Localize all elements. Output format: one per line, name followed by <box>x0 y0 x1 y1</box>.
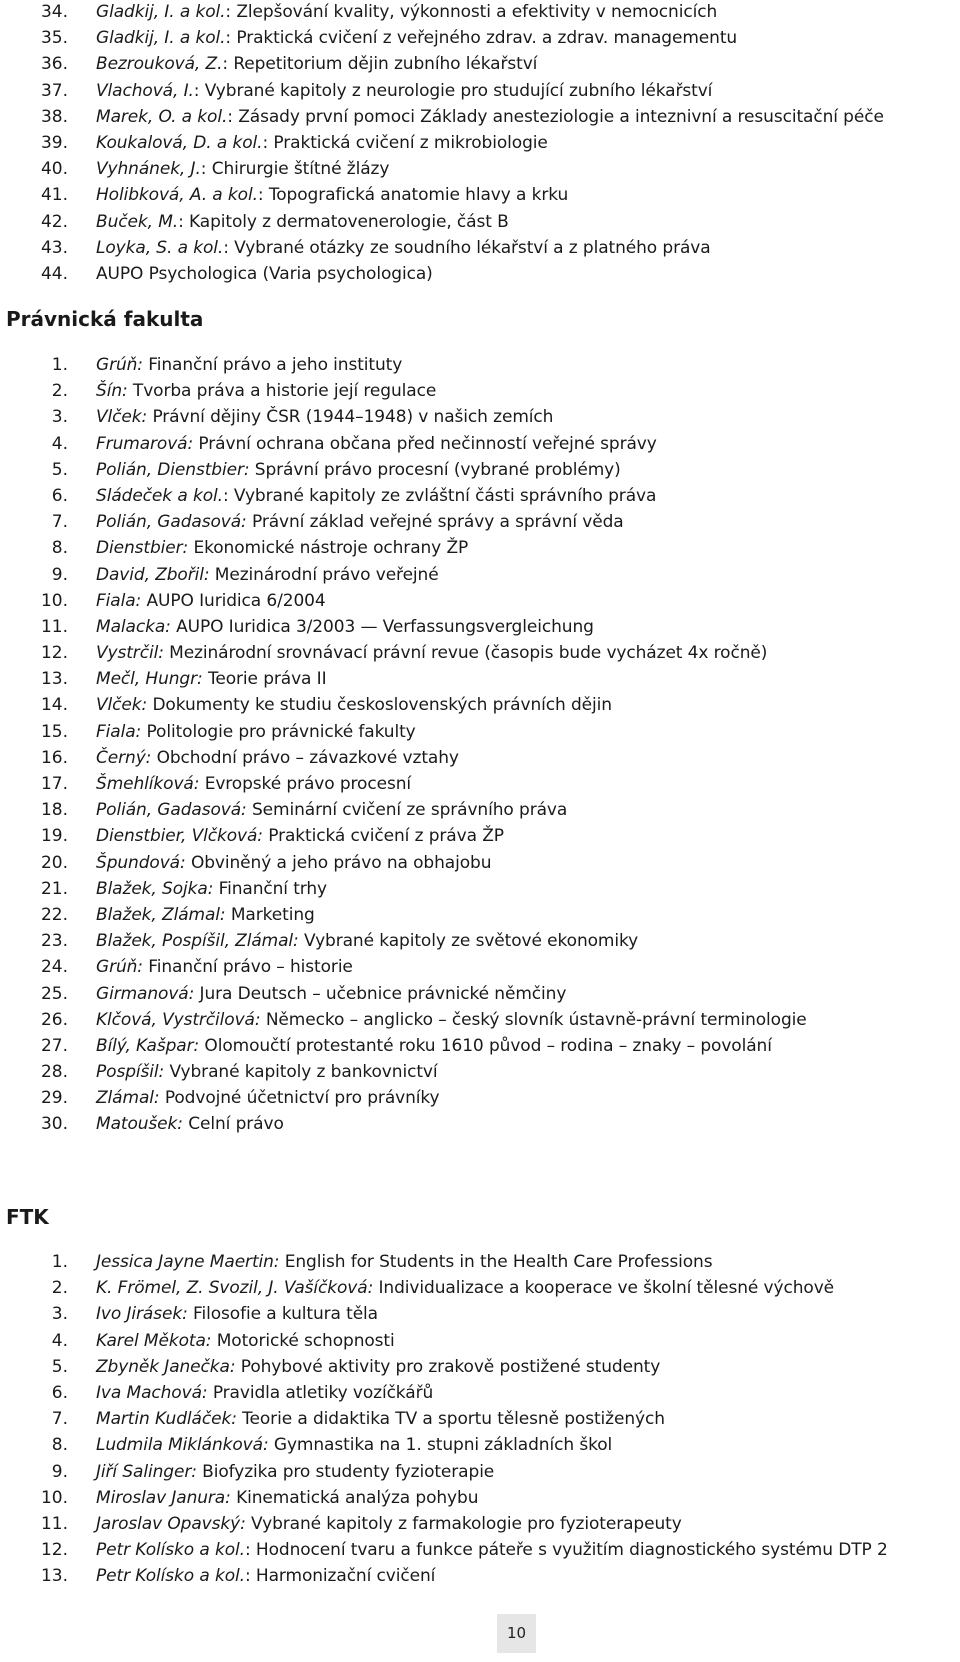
item-author: Petr Kolísko a kol. <box>96 1566 245 1587</box>
item-number: 37. <box>40 80 68 101</box>
list-item <box>0 1275 960 1301</box>
item-text <box>96 745 459 771</box>
item-author: Malacka: <box>96 616 171 637</box>
item-title: Tvorba práva a historie její regulace <box>127 381 437 402</box>
list-item <box>0 261 960 287</box>
publication-list-law <box>0 352 960 1138</box>
item-title: Dokumenty ke studiu československých právních dějin <box>147 695 612 716</box>
item-title: : Vybrané kapitoly ze zvláštní části správního práva <box>222 485 657 506</box>
list-item <box>0 509 960 535</box>
item-text <box>96 876 327 902</box>
item-author: Polián, Gadasová: <box>96 512 247 533</box>
item-author: Polián, Dienstbier: <box>96 459 250 480</box>
item-text <box>96 1033 772 1059</box>
list-item <box>0 1354 960 1380</box>
item-author: Zbyněk Janečka: <box>96 1356 236 1377</box>
item-number: 11. <box>40 1513 68 1534</box>
item-title: : Repetitorium dějin zubního lékařství <box>222 54 538 75</box>
list-item <box>0 235 960 261</box>
item-text <box>96 902 315 928</box>
item-text <box>96 1485 478 1511</box>
list-item <box>0 25 960 51</box>
list-item <box>0 902 960 928</box>
item-title: AUPO Iuridica 6/2004 <box>141 590 326 611</box>
list-item <box>0 1059 960 1085</box>
item-title: Finanční právo a jeho instituty <box>142 355 403 375</box>
item-number: 28. <box>40 1062 68 1083</box>
item-number: 5. <box>51 459 68 480</box>
item-text <box>96 850 491 876</box>
item-title: Ekonomické nástroje ochrany ŽP <box>188 538 469 559</box>
list-item <box>0 745 960 771</box>
item-title: Podvojné účetnictví pro právníky <box>159 1088 440 1109</box>
item-title: : Vybrané kapitoly z neurologie pro studující zubního lékařství <box>193 80 713 101</box>
publication-list-ftk <box>0 1249 960 1589</box>
item-author: Vyhnánek, J. <box>96 159 201 180</box>
item-author: Grúň: <box>96 355 143 375</box>
item-author: Polián, Gadasová: <box>96 800 247 821</box>
list-item <box>0 1459 960 1485</box>
item-text <box>96 640 767 666</box>
item-author: Matoušek: <box>96 1114 183 1135</box>
item-number: 3. <box>51 1304 68 1325</box>
item-title: : Vybrané otázky ze soudního lékařství a z platného práva <box>223 237 711 258</box>
item-text <box>96 1275 834 1301</box>
item-number: 11. <box>40 616 68 637</box>
item-number: 39. <box>40 132 68 153</box>
list-item <box>0 1033 960 1059</box>
item-title: Finanční trhy <box>213 878 328 899</box>
item-author: Grúň: <box>96 957 143 978</box>
list-item <box>0 1563 960 1589</box>
item-author: Miroslav Janura: <box>96 1487 231 1508</box>
item-number: 26. <box>40 1009 68 1030</box>
item-number: 25. <box>40 983 68 1004</box>
item-text <box>96 797 567 823</box>
item-author: Bílý, Kašpar: <box>96 1035 200 1056</box>
item-number: 1. <box>51 1252 68 1272</box>
list-item <box>0 1406 960 1432</box>
list-item <box>0 431 960 457</box>
list-item <box>0 51 960 77</box>
item-number: 9. <box>51 1461 68 1482</box>
item-text <box>96 1354 660 1380</box>
item-author: Buček, M. <box>96 211 179 232</box>
item-title: Obchodní právo – závazkové vztahy <box>151 747 459 768</box>
item-number: 34. <box>40 2 68 22</box>
item-text <box>96 156 389 182</box>
item-author: Petr Kolísko a kol. <box>96 1540 245 1561</box>
item-title: Individualizace a kooperace ve školní tělesné výchově <box>373 1278 835 1299</box>
item-text <box>96 51 537 77</box>
item-number: 10. <box>40 1487 68 1508</box>
item-title: Motorické schopnosti <box>211 1330 395 1351</box>
item-number: 7. <box>51 1409 68 1430</box>
item-author: Girmanová: <box>96 983 195 1004</box>
item-text <box>96 78 712 104</box>
item-title: Biofyzika pro studenty fyzioterapie <box>196 1461 495 1482</box>
list-item <box>0 771 960 797</box>
list-item <box>0 1249 960 1275</box>
item-text <box>96 1432 612 1458</box>
item-title: Pohybové aktivity pro zrakově postižené studenty <box>235 1356 661 1377</box>
item-text <box>96 25 737 51</box>
item-number: 13. <box>40 669 68 690</box>
item-author: Jaroslav Opavský: <box>96 1513 246 1534</box>
list-item <box>0 692 960 718</box>
item-title: : Chirurgie štítné žlázy <box>200 159 390 180</box>
list-item <box>0 378 960 404</box>
item-text <box>96 104 884 130</box>
list-item <box>0 1380 960 1406</box>
item-author: Gladkij, I. a kol. <box>96 2 226 22</box>
item-number: 14. <box>40 695 68 716</box>
item-text <box>96 235 711 261</box>
item-author: Šín: <box>96 381 128 402</box>
item-title: Právní ochrana občana před nečinností veřejné správy <box>193 433 657 454</box>
item-title: Vybrané kapitoly z farmakologie pro fyzioterapeuty <box>245 1513 682 1534</box>
item-number: 4. <box>51 433 68 454</box>
item-author: Mečl, Hungr: <box>96 669 203 690</box>
item-text <box>96 182 568 208</box>
list-item <box>0 1328 960 1354</box>
item-title: Mezinárodní právo veřejné <box>209 564 439 585</box>
item-number: 19. <box>40 826 68 847</box>
item-title: : Zlepšování kvality, výkonnosti a efektivity v nemocnicích <box>225 2 718 22</box>
item-number: 13. <box>40 1566 68 1587</box>
item-text <box>96 404 553 430</box>
item-number: 4. <box>51 1330 68 1351</box>
section-heading-pravnicka: Právnická fakulta <box>6 307 204 331</box>
list-item <box>0 78 960 104</box>
item-title: Vybrané kapitoly ze světové ekonomiky <box>298 931 639 952</box>
item-title: Filosofie a kultura těla <box>187 1304 378 1325</box>
item-number: 38. <box>40 106 68 127</box>
list-item <box>0 1301 960 1327</box>
item-text <box>96 457 621 483</box>
item-title: : Praktická cvičení z mikrobiologie <box>262 132 548 153</box>
item-text <box>96 378 436 404</box>
item-author: Špundová: <box>96 852 186 873</box>
item-author: Vlček: <box>96 407 148 428</box>
item-text <box>96 209 509 235</box>
item-text <box>96 1301 378 1327</box>
item-number: 20. <box>40 852 68 873</box>
item-author: Jessica Jayne Maertin: <box>96 1252 280 1272</box>
item-number: 3. <box>51 407 68 428</box>
item-author: Pospíšil: <box>96 1062 165 1083</box>
item-number: 2. <box>51 1278 68 1299</box>
item-text <box>96 509 624 535</box>
item-number: 7. <box>51 512 68 533</box>
list-item <box>0 797 960 823</box>
item-number: 17. <box>40 774 68 794</box>
item-text <box>96 666 327 692</box>
item-number: 30. <box>40 1114 68 1135</box>
item-author: Blažek, Zlámal: <box>96 904 226 925</box>
list-item <box>0 1537 960 1563</box>
item-title: Mezinárodní srovnávací právní revue (časopis bude vycházet 4x ročně) <box>163 643 768 664</box>
item-author: David, Zbořil: <box>96 564 210 585</box>
list-item <box>0 130 960 156</box>
item-title: Vybrané kapitoly z bankovnictví <box>164 1062 438 1083</box>
list-item <box>0 209 960 235</box>
item-text <box>96 928 638 954</box>
item-text <box>96 1059 437 1085</box>
item-text <box>96 1007 807 1033</box>
item-title: : Hodnocení tvaru a funkce páteře s využitím diagnostického systému DTP 2 <box>244 1540 888 1561</box>
item-text <box>96 535 468 561</box>
item-author: Fiala: <box>96 590 142 611</box>
item-text <box>96 1459 494 1485</box>
list-item <box>0 588 960 614</box>
item-title: Správní právo procesní (vybrané problémy) <box>249 459 621 480</box>
item-title: Obviněný a jeho právo na obhajobu <box>185 852 492 873</box>
list-item <box>0 1485 960 1511</box>
item-author: Ivo Jirásek: <box>96 1304 188 1325</box>
list-item <box>0 981 960 1007</box>
item-title: : Topografická anatomie hlavy a krku <box>257 185 569 206</box>
item-text <box>96 588 326 614</box>
item-number: 42. <box>40 211 68 232</box>
item-author: Blažek, Pospíšil, Zlámal: <box>96 931 299 952</box>
item-number: 23. <box>40 931 68 952</box>
item-text <box>96 1380 433 1406</box>
item-title: Právní dějiny ČSR (1944–1948) v našich zemích <box>147 407 554 428</box>
list-item <box>0 535 960 561</box>
item-title: Teorie a didaktika TV a sportu tělesně postižených <box>236 1409 665 1430</box>
item-title: Teorie práva II <box>202 669 327 690</box>
list-item <box>0 483 960 509</box>
item-number: 6. <box>51 1382 68 1403</box>
item-number: 24. <box>40 957 68 978</box>
item-title: Gymnastika na 1. stupni základních škol <box>268 1435 613 1456</box>
item-author: Koukalová, D. a kol. <box>96 132 263 153</box>
item-title: : Harmonizační cvičení <box>244 1566 436 1587</box>
item-author: Ludmila Miklánková: <box>96 1435 269 1456</box>
item-number: 2. <box>51 381 68 402</box>
item-text <box>96 719 416 745</box>
item-author: Vlachová, I. <box>96 80 194 101</box>
item-author: Dienstbier: <box>96 538 189 559</box>
item-number: 15. <box>40 721 68 742</box>
list-item <box>0 1007 960 1033</box>
item-title: Seminární cvičení ze správního práva <box>246 800 568 821</box>
item-text <box>96 431 657 457</box>
item-text <box>96 483 656 509</box>
item-title: Finanční právo – historie <box>142 957 353 978</box>
item-author: Jiří Salinger: <box>96 1461 197 1482</box>
item-number: 41. <box>40 185 68 206</box>
item-author: Blažek, Sojka: <box>96 878 214 899</box>
list-item <box>0 156 960 182</box>
item-author: Sládeček a kol. <box>96 485 223 506</box>
item-number: 9. <box>51 564 68 585</box>
item-number: 12. <box>40 1540 68 1561</box>
item-number: 44. <box>40 263 68 284</box>
item-text <box>96 1563 435 1589</box>
item-author: Zlámal: <box>96 1088 160 1109</box>
item-title: Evropské právo procesní <box>199 774 411 794</box>
item-text <box>96 1406 665 1432</box>
item-author: Šmehlíková: <box>96 774 200 794</box>
list-item <box>0 352 960 378</box>
item-text <box>96 0 717 25</box>
item-text <box>96 1085 440 1111</box>
item-number: 8. <box>51 538 68 559</box>
list-item <box>0 823 960 849</box>
item-number: 35. <box>40 28 68 49</box>
item-title: Kinematická analýza pohybu <box>230 1487 479 1508</box>
item-text <box>96 692 612 718</box>
list-item <box>0 1511 960 1537</box>
list-item <box>0 928 960 954</box>
list-item <box>0 104 960 130</box>
list-item <box>0 182 960 208</box>
item-title: : Praktická cvičení z veřejného zdrav. a zdrav. managementu <box>225 28 738 49</box>
item-number: 29. <box>40 1088 68 1109</box>
item-author: Iva Machová: <box>96 1382 208 1403</box>
list-item <box>0 614 960 640</box>
item-text <box>96 954 353 980</box>
item-text <box>96 261 433 287</box>
item-number: 27. <box>40 1035 68 1056</box>
page-number: 10 <box>497 1614 536 1653</box>
item-title: Celní právo <box>182 1114 284 1135</box>
item-title: AUPO Iuridica 3/2003 — Verfassungsvergleichung <box>170 616 594 637</box>
list-item <box>0 1432 960 1458</box>
item-author: Fiala: <box>96 721 142 742</box>
item-text <box>96 562 439 588</box>
publication-list-medicine <box>0 0 960 287</box>
item-text <box>96 823 504 849</box>
list-item <box>0 640 960 666</box>
item-author: Karel Měkota: <box>96 1330 212 1351</box>
list-item <box>0 1085 960 1111</box>
item-text <box>96 771 411 797</box>
item-number: 43. <box>40 237 68 258</box>
item-author: K. Frömel, Z. Svozil, J. Vašíčková: <box>96 1278 374 1299</box>
item-author: Klčová, Vystrčilová: <box>96 1009 261 1030</box>
item-text <box>96 352 402 378</box>
list-item <box>0 0 960 25</box>
item-title: : Zásady první pomoci Základy anesteziologie a inteznivní a resuscitační péče <box>227 106 884 127</box>
item-title: English for Students in the Health Care Professions <box>279 1252 713 1272</box>
section-heading-ftk: FTK <box>6 1205 49 1229</box>
item-number: 1. <box>51 355 68 375</box>
list-item <box>0 850 960 876</box>
list-item <box>0 1111 960 1137</box>
item-text <box>96 614 594 640</box>
item-number: 40. <box>40 159 68 180</box>
item-number: 10. <box>40 590 68 611</box>
item-title: Německo – anglicko – český slovník ústavně-právní terminologie <box>260 1009 807 1030</box>
list-item <box>0 876 960 902</box>
list-item <box>0 562 960 588</box>
item-text <box>96 1328 395 1354</box>
item-author: Vlček: <box>96 695 148 716</box>
item-text <box>96 1111 284 1137</box>
list-item <box>0 404 960 430</box>
item-author: Martin Kudláček: <box>96 1409 237 1430</box>
item-author: Dienstbier, Vlčková: <box>96 826 263 847</box>
item-title: Právní základ veřejné správy a správní věda <box>246 512 624 533</box>
item-title: Pravidla atletiky vozíčkářů <box>207 1382 434 1403</box>
item-number: 6. <box>51 485 68 506</box>
item-text <box>96 130 548 156</box>
item-author: Holibková, A. a kol. <box>96 185 258 206</box>
item-author: Bezrouková, Z. <box>96 54 223 75</box>
item-author: Loyka, S. a kol. <box>96 237 224 258</box>
list-item <box>0 666 960 692</box>
item-number: 22. <box>40 904 68 925</box>
list-item <box>0 457 960 483</box>
item-text <box>96 1511 682 1537</box>
item-number: 16. <box>40 747 68 768</box>
item-author: Gladkij, I. a kol. <box>96 28 226 49</box>
item-text <box>96 1249 712 1275</box>
item-number: 36. <box>40 54 68 75</box>
list-item <box>0 719 960 745</box>
item-title: AUPO Psychologica (Varia psychologica) <box>96 263 433 284</box>
item-number: 5. <box>51 1356 68 1377</box>
item-author: Vystrčil: <box>96 643 164 664</box>
item-title: Olomoučtí protestanté roku 1610 původ – rodina – znaky – povolání <box>199 1035 772 1056</box>
item-title: Politologie pro právnické fakulty <box>141 721 416 742</box>
item-title: Praktická cvičení z práva ŽP <box>262 826 504 847</box>
item-title: Jura Deutsch – učebnice právnické němčiny <box>194 983 567 1004</box>
item-author: Černý: <box>96 747 152 768</box>
item-number: 18. <box>40 800 68 821</box>
list-item <box>0 954 960 980</box>
item-number: 12. <box>40 643 68 664</box>
item-number: 21. <box>40 878 68 899</box>
item-author: Frumarová: <box>96 433 194 454</box>
item-text <box>96 1537 888 1563</box>
item-title: Marketing <box>225 904 315 925</box>
item-number: 8. <box>51 1435 68 1456</box>
item-text <box>96 981 566 1007</box>
item-title: : Kapitoly z dermatovenerologie, část B <box>178 211 509 232</box>
item-author: Marek, O. a kol. <box>96 106 228 127</box>
